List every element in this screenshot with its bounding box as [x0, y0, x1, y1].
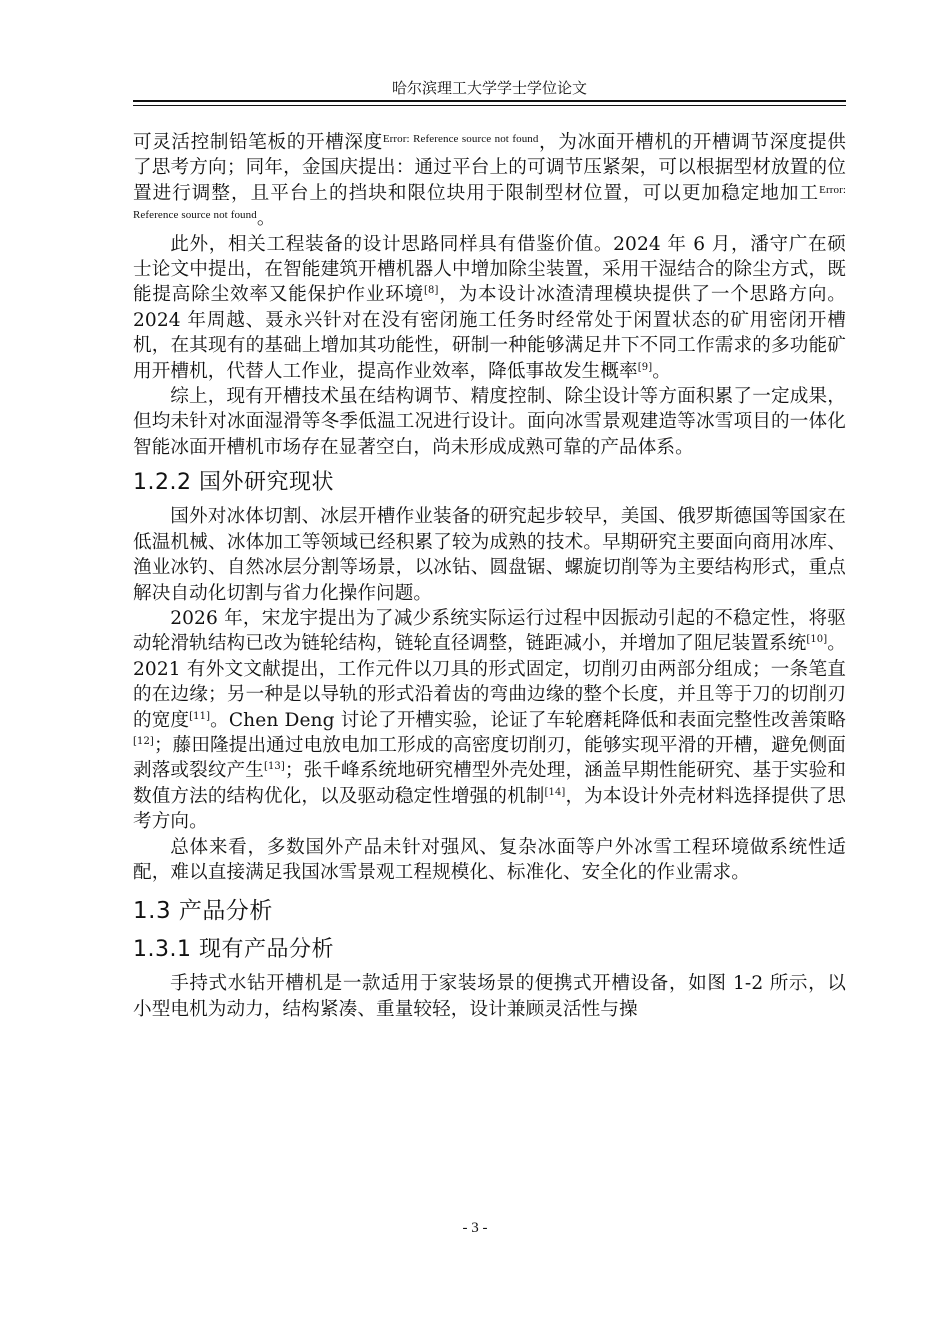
citation: [9]: [637, 361, 653, 373]
citation: [10]: [806, 634, 828, 646]
reference-error: Error: Reference source not found: [382, 133, 539, 145]
section-heading-1-3-1: 1.3.1 现有产品分析: [133, 937, 334, 963]
main-text: [133, 130, 846, 1022]
text-run: ，为本设计外壳材料选择提供了思考方向。: [133, 785, 846, 833]
citation: [8]: [424, 285, 439, 297]
citation: [14]: [544, 786, 566, 798]
paragraph: 总体来看，多数国外产品未针对强风、复杂冰面等户外冰雪工程环境做系统性适配，难以直接满足我国冰雪景观工程规模化、标准化、安全化的作业需求。: [133, 836, 846, 883]
text-run: ，为冰面开槽机的开槽调节深度提供了思考方向；同年，金国庆提出：通过平台上的可调节压紧架，可以根据型材放置的位置进行调整，且平台上的挡块和限位块用于限制型材位置，可以更加稳定地加工: [133, 132, 846, 204]
citation: [12]: [133, 735, 154, 747]
paragraph: [133, 232, 846, 384]
section-heading-1-3: 1.3 产品分析: [133, 898, 273, 925]
running-header: 哈尔滨理工大学学士学位论文: [391, 79, 587, 97]
header-rule-thick: [133, 100, 846, 102]
section-heading-1-2-2: 1.2.2 国外研究现状: [133, 470, 334, 496]
paragraph: [133, 130, 846, 232]
text-run: 。2021 有外文文献提出，工作元件以刀具的形式固定，切削刃由两部分组成；一条笔直的在边缘；另一种是以导轨的形式沿着齿的弯曲边缘的整个长度，并且等于刀的切削刃的宽度: [133, 633, 846, 731]
text-run: 。Chen Deng 讨论了开槽实验，论证了车轮磨耗降低和表面完整性改善策略: [210, 709, 846, 731]
paragraph: 手持式水钻开槽机是一款适用于家装场景的便携式开槽设备，如图 1-2 所示，以小型电机为动力，结构紧凑、重量较轻，设计兼顾灵活性与操: [133, 973, 846, 1020]
citation: [13]: [263, 761, 285, 773]
paragraph: 国外对冰体切割、冰层开槽作业装备的研究起步较早，美国、俄罗斯德国等国家在低温机械、冰体加工等领域已经积累了较为成熟的技术。早期研究主要面向商用冰库、渔业冰钓、自然冰层分割等场景，以冰钻、圆盘锯、螺旋切削等为主要结构形式，重点解决自动化切割与省力化操作问题。: [133, 506, 846, 604]
paragraph: 综上，现有开槽技术虽在结构调节、精度控制、除尘设计等方面积累了一定成果，但均未针对冰面湿滑等冬季低温工况进行设计。面向冰雪景观建造等冰雪项目的一体化智能冰面开槽机市场存在显著空白，尚未形成成熟可靠的产品体系。: [133, 386, 846, 458]
text-run: 。: [652, 360, 671, 382]
citation: [11]: [189, 710, 211, 722]
text-run: ；藤田隆提出通过电放电加工形成的高密度切削刃，能够实现平滑的开槽，避免侧面剥落或裂纹产生: [133, 734, 846, 782]
text-run: ，为本设计冰渣清理模块提供了一个思路方向。2024 年周越、聂永兴针对在没有密闭施工任务时经常处于闲置状态的矿用密闭开槽机，在其现有的基础上增加其功能性，研制一种能够满足井下不同工作需求的多功能矿用开槽机，代替人工作业，提高作业效率，降低事故发生概率: [133, 284, 846, 382]
text-run: 此外，相关工程装备的设计思路同样具有借鉴价值。2024 年 6 月，潘守广在硕士论文中提出，在智能建筑开槽机器人中增加除尘装置，采用干湿结合的除尘方式，既能提高除尘效率又能保护作业环境: [133, 233, 846, 306]
text-run: 2026 年，宋龙宇提出为了减少系统实际运行过程中因振动引起的不稳定性，将驱动轮滑轨结构已改为链轮结构，链轮直径调整，链距减小，并增加了阻尼装置系统: [133, 607, 846, 655]
text-run: 可灵活控制铅笔板的开槽深度: [133, 132, 383, 153]
paragraph: [133, 606, 846, 835]
page-number: - 3 -: [462, 1220, 488, 1236]
text-run: ；张千峰系统地研究槽型外壳处理，涵盖早期性能研究、基于实验和数值方法的结构优化，以及驱动稳定性增强的机制: [133, 760, 846, 807]
reference-error: Error: Reference source not found: [133, 183, 846, 222]
text-run: 。: [256, 208, 276, 230]
header-rule-thin: [133, 105, 846, 106]
